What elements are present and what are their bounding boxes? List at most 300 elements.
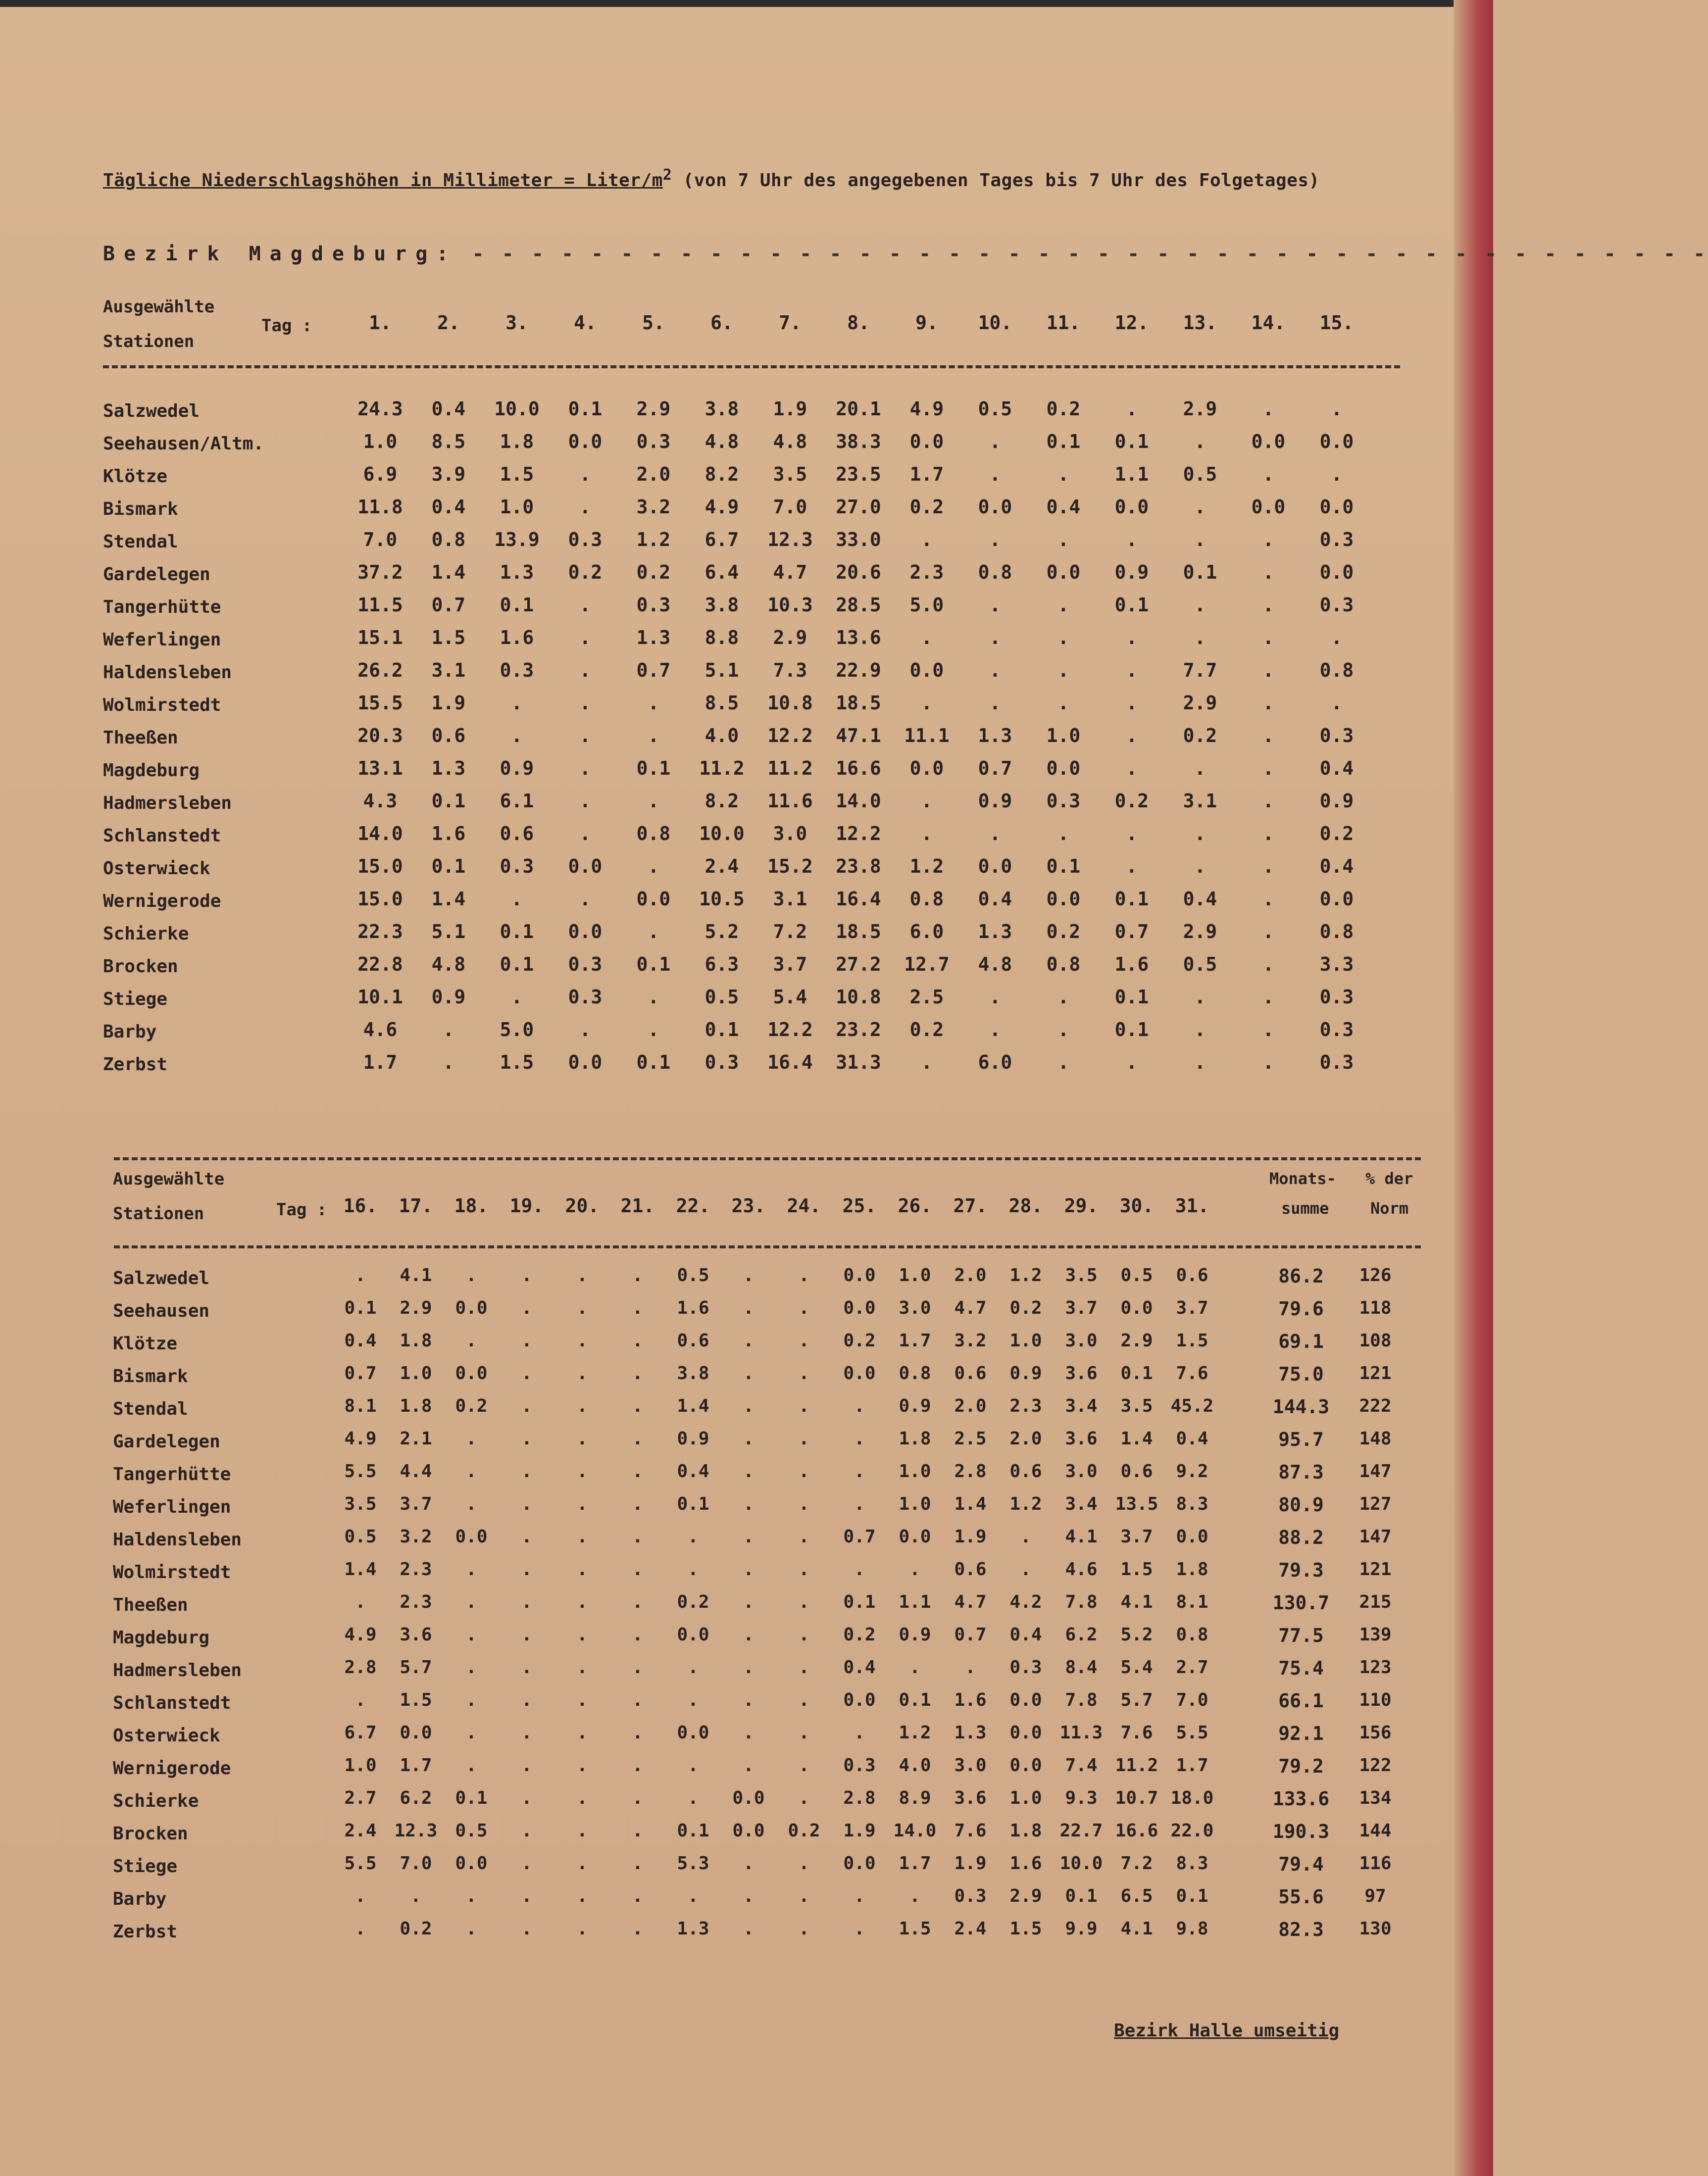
rain-value: .: [577, 1298, 588, 1318]
rain-value: 5.7: [400, 1657, 432, 1678]
rain-value: 0.6: [500, 823, 534, 844]
rain-value: 0.0: [843, 1853, 876, 1874]
rain-value: .: [799, 1559, 809, 1580]
rain-value: 11.1: [904, 725, 950, 746]
rain-value: 9.8: [1176, 1919, 1208, 1939]
rain-value: 6.7: [704, 529, 739, 550]
rain-value: 2.4: [704, 855, 739, 877]
rain-value: .: [632, 1625, 643, 1645]
rain-value: 10.0: [1059, 1853, 1103, 1874]
rain-value: 0.4: [431, 398, 466, 420]
rain-value: .: [743, 1265, 754, 1286]
station-name: Schierke: [103, 924, 189, 944]
rain-value: 0.9: [1114, 561, 1149, 583]
table-row: [103, 1786, 1420, 1819]
rain-value: .: [743, 1429, 754, 1449]
rain-value: 1.3: [978, 725, 1012, 746]
rain-value: .: [577, 1429, 588, 1449]
rain-value: .: [1331, 692, 1343, 714]
month-sum-label: Monats-: [1269, 1169, 1336, 1188]
table-row: [103, 1819, 1420, 1851]
table-row: [103, 1851, 1420, 1884]
rain-value: 2.9: [1183, 921, 1217, 942]
rain-value: 0.3: [1319, 986, 1354, 1008]
rain-value: 0.8: [1046, 953, 1081, 975]
rain-value: 4.9: [704, 496, 739, 518]
rain-value: .: [1262, 888, 1274, 910]
rain-value: 6.0: [909, 921, 944, 942]
rain-value: 1.7: [1176, 1755, 1208, 1776]
rain-value: .: [989, 594, 1001, 616]
rain-value: 4.1: [1120, 1919, 1153, 1939]
rain-value: 10.0: [494, 398, 540, 420]
day-header: 13.: [1183, 312, 1217, 334]
rain-value: 0.1: [677, 1494, 709, 1514]
rain-value: 4.0: [704, 725, 739, 746]
rain-value: 2.4: [344, 1821, 377, 1841]
rain-value: 15.1: [357, 627, 403, 648]
rain-value: .: [1057, 529, 1069, 550]
rain-value: 3.7: [1120, 1527, 1153, 1547]
rain-value: .: [577, 1363, 588, 1384]
rain-value: 7.0: [400, 1853, 432, 1874]
station-name: Wolmirstedt: [103, 695, 221, 715]
rain-value: .: [577, 1331, 588, 1351]
rain-value: .: [1262, 986, 1274, 1008]
rain-value: 23.5: [836, 463, 881, 485]
rain-value: 3.7: [1065, 1298, 1098, 1318]
month-sum-label-2: summe: [1281, 1199, 1329, 1218]
rain-value: 5.1: [704, 659, 739, 681]
rain-value: .: [632, 1690, 643, 1710]
rain-value: 3.3: [1319, 953, 1354, 975]
rain-value: 0.6: [1176, 1265, 1208, 1286]
rain-value: 3.0: [899, 1298, 931, 1318]
rain-value: 4.8: [978, 953, 1012, 975]
rain-value: .: [1262, 398, 1274, 420]
rain-value: .: [1057, 627, 1069, 648]
rain-value: 0.1: [1114, 594, 1149, 616]
rain-value: .: [632, 1559, 643, 1580]
rain-value: .: [410, 1886, 421, 1906]
rain-value: 0.4: [677, 1461, 709, 1482]
rain-value: 8.2: [704, 463, 739, 485]
rain-value: .: [1194, 594, 1206, 616]
rain-value: .: [1262, 855, 1274, 877]
rain-value: 1.4: [344, 1559, 377, 1580]
rain-value: .: [799, 1461, 809, 1482]
rain-value: 2.5: [909, 986, 944, 1008]
station-name: Brocken: [103, 956, 178, 977]
rain-value: 1.9: [431, 692, 466, 714]
rain-value: 3.8: [677, 1363, 709, 1384]
rain-value: .: [511, 986, 523, 1008]
table-row: [103, 1427, 1420, 1459]
rain-value: 7.4: [1065, 1755, 1098, 1776]
rain-value: 11.6: [767, 790, 813, 812]
rain-value: 5.4: [1120, 1657, 1153, 1678]
rain-value: 12.2: [767, 1019, 813, 1040]
day-header: 8.: [847, 312, 870, 334]
rain-value: 2.9: [1120, 1331, 1153, 1351]
rain-value: 4.7: [954, 1592, 987, 1612]
station-name: Theeßen: [103, 728, 178, 748]
rain-value: 1.1: [899, 1592, 931, 1612]
month-sum-value: 69.1: [1278, 1331, 1324, 1352]
rain-value: .: [1194, 1051, 1206, 1073]
rain-value: .: [799, 1494, 809, 1514]
table-row: [103, 1525, 1420, 1557]
rain-value: 4.4: [400, 1461, 432, 1482]
station-name: Stiege: [113, 1856, 178, 1877]
rain-value: 2.9: [773, 627, 807, 648]
table-row: [103, 1623, 1420, 1655]
tag-label: Tag :: [261, 316, 312, 336]
rain-value: .: [1194, 757, 1206, 779]
rain-value: 0.3: [1319, 529, 1354, 550]
rain-value: 4.3: [363, 790, 398, 812]
rain-value: .: [1262, 757, 1274, 779]
rain-value: 0.2: [1319, 823, 1354, 844]
rain-value: 10.8: [836, 986, 881, 1008]
rain-value: 6.0: [978, 1051, 1012, 1073]
rain-value: .: [632, 1298, 643, 1318]
rain-value: .: [632, 1461, 643, 1482]
norm-percent-value: 126: [1359, 1265, 1392, 1286]
rain-value: .: [579, 888, 591, 910]
rain-value: 12.3: [394, 1821, 438, 1841]
rain-value: 0.6: [1120, 1461, 1153, 1482]
rain-value: 0.9: [899, 1625, 931, 1645]
rain-value: .: [443, 1051, 454, 1073]
rain-value: 0.0: [1114, 496, 1149, 518]
rain-value: 0.6: [1009, 1461, 1042, 1482]
rain-value: 2.0: [636, 463, 671, 485]
rain-value: .: [1126, 757, 1138, 779]
rain-value: 0.4: [344, 1331, 377, 1351]
rain-value: 1.5: [431, 627, 466, 648]
rain-value: 4.6: [363, 1019, 398, 1040]
rain-value: 0.0: [677, 1625, 709, 1645]
rain-value: .: [1262, 659, 1274, 681]
rain-value: .: [743, 1886, 754, 1906]
rain-value: .: [1194, 627, 1206, 648]
rain-value: 0.8: [1319, 921, 1354, 942]
rain-value: .: [799, 1919, 809, 1939]
station-name: Tangerhütte: [113, 1464, 231, 1484]
rain-value: 1.2: [636, 529, 671, 550]
rain-value: 0.5: [1183, 953, 1217, 975]
rain-value: 0.1: [1114, 888, 1149, 910]
day-header: 12.: [1114, 312, 1149, 334]
rain-value: .: [1194, 855, 1206, 877]
rain-value: .: [743, 1331, 754, 1351]
rain-value: .: [466, 1331, 477, 1351]
rain-value: .: [466, 1461, 477, 1482]
rain-value: 3.6: [954, 1788, 987, 1808]
day-header: 3.: [505, 312, 528, 334]
rain-value: 3.0: [1065, 1331, 1098, 1351]
table-row: [103, 527, 1420, 559]
rain-value: 3.1: [431, 659, 466, 681]
rain-value: .: [854, 1723, 865, 1743]
rain-value: 22.8: [357, 953, 403, 975]
month-sum-value: 75.0: [1278, 1363, 1324, 1385]
rain-value: .: [521, 1690, 532, 1710]
rain-value: .: [799, 1429, 809, 1449]
rain-value: .: [466, 1755, 477, 1776]
rain-value: 0.1: [1065, 1886, 1098, 1906]
rain-value: 0.1: [1183, 561, 1217, 583]
rain-value: 3.5: [773, 463, 807, 485]
table-row: [103, 1492, 1420, 1525]
table-row: [103, 1917, 1420, 1949]
rain-value: 8.9: [899, 1788, 931, 1808]
rain-value: 0.2: [909, 1019, 944, 1040]
rain-value: 12.7: [904, 953, 950, 975]
rain-value: 1.9: [843, 1821, 876, 1841]
norm-percent-value: 121: [1359, 1363, 1392, 1384]
rain-value: 1.2: [1009, 1494, 1042, 1514]
norm-percent-value: 215: [1359, 1592, 1392, 1612]
rain-value: .: [1126, 627, 1138, 648]
rain-value: .: [1331, 463, 1343, 485]
rain-value: 2.0: [1009, 1429, 1042, 1449]
day-header: 26.: [898, 1195, 932, 1217]
day-header: 5.: [642, 312, 665, 334]
norm-percent-value: 123: [1359, 1657, 1392, 1678]
rain-value: .: [521, 1788, 532, 1808]
norm-percent-value: 118: [1359, 1298, 1392, 1318]
rain-value: 7.0: [1176, 1690, 1208, 1710]
rain-value: 0.0: [1251, 496, 1286, 518]
rain-value: .: [579, 1019, 591, 1040]
table-row: [103, 1361, 1420, 1394]
rain-value: .: [743, 1494, 754, 1514]
table-second-half: [103, 1169, 1420, 1942]
table-row: [103, 1590, 1420, 1623]
rain-value: 1.9: [954, 1527, 987, 1547]
rain-value: 10.7: [1115, 1788, 1158, 1808]
table-row: [103, 1049, 1420, 1082]
rain-value: 20.1: [836, 398, 881, 420]
rain-value: 1.8: [899, 1429, 931, 1449]
month-sum-value: 79.2: [1278, 1755, 1324, 1777]
rain-value: 0.2: [677, 1592, 709, 1612]
station-name: Klötze: [113, 1334, 178, 1354]
rain-value: 3.6: [1065, 1429, 1098, 1449]
rain-value: 1.4: [431, 888, 466, 910]
rain-value: 3.0: [954, 1755, 987, 1776]
rain-value: .: [443, 1019, 454, 1040]
rain-value: 4.8: [773, 431, 807, 452]
table-row: [103, 723, 1420, 755]
rain-value: .: [854, 1429, 865, 1449]
rain-value: .: [1262, 790, 1274, 812]
norm-percent-value: 148: [1359, 1429, 1392, 1449]
rain-value: .: [989, 986, 1001, 1008]
rain-value: .: [909, 1559, 920, 1580]
rain-value: 9.3: [1065, 1788, 1098, 1808]
rain-value: 1.3: [954, 1723, 987, 1743]
rain-value: 0.1: [431, 855, 466, 877]
rain-value: 1.7: [363, 1051, 398, 1073]
rain-value: .: [521, 1396, 532, 1416]
rain-value: .: [579, 823, 591, 844]
rain-value: .: [1126, 692, 1138, 714]
rain-value: 7.2: [1120, 1853, 1153, 1874]
day-header: 22.: [676, 1195, 710, 1217]
rain-value: 1.5: [1120, 1559, 1153, 1580]
rain-value: .: [577, 1919, 588, 1939]
rain-value: 5.4: [773, 986, 807, 1008]
rain-value: .: [989, 463, 1001, 485]
rain-value: 18.5: [836, 921, 881, 942]
rain-value: .: [579, 790, 591, 812]
rain-value: 0.2: [568, 561, 603, 583]
rain-value: .: [648, 790, 659, 812]
rain-value: .: [521, 1919, 532, 1939]
rain-value: .: [648, 855, 659, 877]
rain-value: 7.6: [1176, 1363, 1208, 1384]
rain-value: .: [799, 1657, 809, 1678]
rain-value: .: [521, 1657, 532, 1678]
rain-value: 11.2: [767, 757, 813, 779]
rain-value: 0.1: [500, 594, 534, 616]
rain-value: .: [1057, 823, 1069, 844]
scan-top-edge: [0, 0, 1493, 7]
rain-value: .: [632, 1755, 643, 1776]
rain-value: 18.0: [1170, 1788, 1214, 1808]
rain-value: 2.3: [400, 1559, 432, 1580]
rain-value: 0.3: [500, 659, 534, 681]
rain-value: .: [511, 692, 523, 714]
rain-value: 13.1: [357, 757, 403, 779]
rain-value: 0.4: [431, 496, 466, 518]
rain-value: .: [632, 1592, 643, 1612]
rain-value: .: [799, 1592, 809, 1612]
day-header: 21.: [620, 1195, 655, 1217]
rain-value: .: [1262, 1019, 1274, 1040]
rain-value: 22.3: [357, 921, 403, 942]
rain-value: 0.4: [978, 888, 1012, 910]
rain-value: 0.0: [400, 1723, 432, 1743]
rain-value: .: [989, 823, 1001, 844]
rain-value: 0.1: [899, 1690, 931, 1710]
rain-value: .: [355, 1886, 366, 1906]
table-row: [103, 984, 1420, 1017]
rain-value: 2.8: [954, 1461, 987, 1482]
rain-value: .: [521, 1265, 532, 1286]
rain-value: 0.5: [978, 398, 1012, 420]
rain-value: 0.9: [677, 1429, 709, 1449]
day-header: 4.: [574, 312, 597, 334]
rain-value: 6.2: [1065, 1625, 1098, 1645]
station-name: Gardelegen: [103, 564, 210, 585]
rain-value: 11.2: [1115, 1755, 1158, 1776]
station-name: Osterwieck: [103, 858, 210, 879]
rain-value: .: [466, 1625, 477, 1645]
rain-value: 1.9: [773, 398, 807, 420]
month-sum-value: 79.3: [1278, 1559, 1324, 1581]
rain-value: 10.8: [767, 692, 813, 714]
day-header: 10.: [978, 312, 1012, 334]
rain-value: .: [1262, 1051, 1274, 1073]
rain-value: 33.0: [836, 529, 881, 550]
rain-value: 1.8: [1009, 1821, 1042, 1841]
rain-value: .: [579, 725, 591, 746]
rain-value: 5.2: [704, 921, 739, 942]
rain-value: .: [466, 1592, 477, 1612]
rain-value: .: [577, 1494, 588, 1514]
rain-value: 1.0: [899, 1461, 931, 1482]
rain-value: 1.6: [954, 1690, 987, 1710]
stations-label-2: Stationen: [103, 332, 195, 351]
rain-value: 0.3: [1319, 594, 1354, 616]
rain-value: .: [579, 594, 591, 616]
rain-value: .: [577, 1690, 588, 1710]
rain-value: 2.5: [954, 1429, 987, 1449]
table-row: [103, 461, 1420, 494]
rain-value: .: [521, 1821, 532, 1841]
rain-value: 0.0: [455, 1363, 488, 1384]
rain-value: .: [1126, 659, 1138, 681]
station-name: Theeßen: [113, 1595, 188, 1615]
rain-value: 0.0: [677, 1723, 709, 1743]
rain-value: .: [799, 1690, 809, 1710]
rain-value: .: [577, 1821, 588, 1841]
rain-value: .: [799, 1527, 809, 1547]
rain-value: 6.4: [704, 561, 739, 583]
rain-value: 0.5: [344, 1527, 377, 1547]
rain-value: 0.0: [455, 1853, 488, 1874]
rain-value: 0.0: [1046, 561, 1081, 583]
rain-value: 0.2: [1183, 725, 1217, 746]
rain-value: .: [521, 1298, 532, 1318]
rain-value: 3.7: [400, 1494, 432, 1514]
rain-value: .: [688, 1657, 699, 1678]
rain-value: 2.4: [954, 1919, 987, 1939]
rain-value: .: [355, 1690, 366, 1710]
rain-value: .: [521, 1559, 532, 1580]
rain-value: 15.5: [357, 692, 403, 714]
day-header: 29.: [1064, 1195, 1099, 1217]
rain-value: 2.3: [400, 1592, 432, 1612]
rain-value: .: [799, 1625, 809, 1645]
rain-value: 1.7: [899, 1853, 931, 1874]
station-name: Seehausen/Altm.: [103, 434, 264, 454]
table-row: [103, 886, 1420, 919]
month-sum-value: 66.1: [1278, 1690, 1324, 1712]
rain-value: 0.3: [1319, 725, 1354, 746]
table-row: [103, 1459, 1420, 1492]
rain-value: .: [577, 1527, 588, 1547]
rain-value: 4.0: [899, 1755, 931, 1776]
table-row: [103, 429, 1420, 461]
rain-value: .: [921, 823, 933, 844]
rain-value: 4.1: [400, 1265, 432, 1286]
rain-value: .: [648, 1019, 659, 1040]
rain-value: 5.5: [344, 1853, 377, 1874]
rain-value: 1.7: [899, 1331, 931, 1351]
rain-value: 8.1: [344, 1396, 377, 1416]
rain-value: 0.6: [954, 1363, 987, 1384]
rain-value: 1.4: [954, 1494, 987, 1514]
rain-value: 0.3: [1319, 1019, 1354, 1040]
rain-value: 0.8: [636, 823, 671, 844]
rain-value: 0.0: [568, 921, 603, 942]
rain-value: 1.6: [500, 627, 534, 648]
